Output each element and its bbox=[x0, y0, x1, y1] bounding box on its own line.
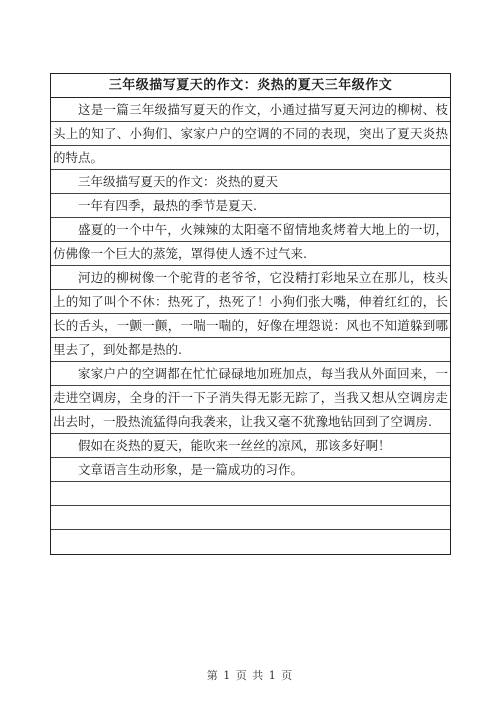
paragraph-intro: 这是一篇三年级描写夏天的作文，小通过描写夏天河边的柳树、枝头上的知了、小狗们、家家户户的空调的不同的表现，突出了夏天炎热的特点。 bbox=[51, 98, 450, 170]
paragraph-noon: 盛夏的一个中午，火辣辣的太阳毫不留情地炙烤着大地上的一切，仿佛像一个巨大的蒸笼，罩得使人透不过气来. bbox=[51, 218, 450, 266]
paragraph-aircon: 家家户户的空调都在忙忙碌碌地加班加点，每当我从外面回来，一走进空调房，全身的汗一下子消失得无影无踪了，当我又想从空调房走出去时，一股热流猛得向我袭来，让我又毫不犹豫地钻回到了空调房. bbox=[51, 362, 450, 434]
page-footer: 第 1 页 共 1 页 bbox=[206, 669, 294, 682]
empty-ruled-line bbox=[51, 530, 450, 554]
document-sheet bbox=[50, 73, 451, 555]
paragraph-willow: 河边的柳树像一个驼背的老爷爷，它没精打彩地呆立在那儿，枝头上的知了叫个不休：热死了，热死了！小狗们张大嘴，伸着红红的，长长的舌头，一颤一颤，一喘一喘的，好像在埋怨说：风也不知道躲到哪里去了，到处都是热的. bbox=[51, 266, 450, 362]
document-title: 三年级描写夏天的作文：炎热的夏天三年级作文 bbox=[51, 74, 450, 98]
paragraph-subtitle: 三年级描写夏天的作文：炎热的夏天 bbox=[51, 170, 450, 194]
empty-ruled-line bbox=[51, 482, 450, 506]
paragraph-comment: 文章语言生动形象，是一篇成功的习作。 bbox=[51, 458, 450, 482]
paragraph-wish: 假如在炎热的夏天，能吹来一丝丝的凉风，那该多好啊！ bbox=[51, 434, 450, 458]
paragraph-seasons: 一年有四季，最热的季节是夏天. bbox=[51, 194, 450, 218]
empty-ruled-line bbox=[51, 506, 450, 530]
